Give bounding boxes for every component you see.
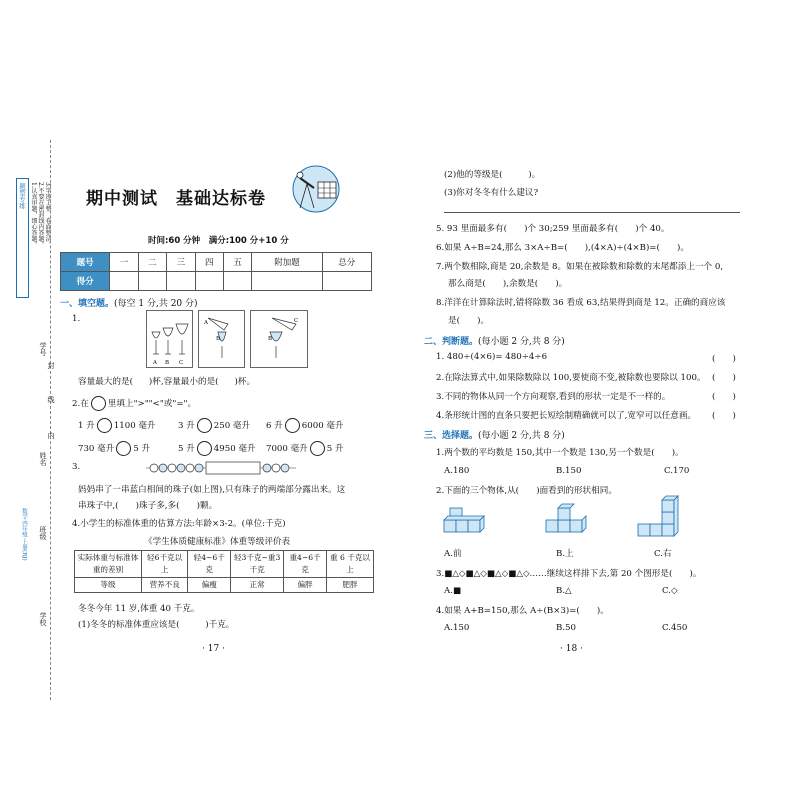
weight-table-cell: 轻4~6千克: [188, 551, 231, 578]
choice-option[interactable]: B.△: [556, 586, 572, 596]
question-4-sub1: (1)冬冬的标准体重应该是( )千克。: [78, 620, 235, 630]
field-class: 班级: [39, 526, 47, 540]
judge-item: 4.条形统计图的直条只要把长短绘制精确就可以了,宽窄可以任意画。: [436, 411, 697, 421]
question-1-text: 容量最大的是( )杯,容量最小的是( )杯。: [78, 377, 256, 387]
cubes-figure-2: [544, 500, 588, 538]
weight-table-title: 《学生体质健康标准》体重等级评价表: [144, 537, 291, 547]
weight-table-cell: 等级: [75, 578, 142, 593]
compare-circle[interactable]: [116, 441, 131, 456]
choice-question: 4.如果 A+B=150,那么 A÷(B×3)=( )。: [436, 606, 609, 616]
answer-line[interactable]: [444, 212, 740, 213]
compare-circle[interactable]: [197, 441, 212, 456]
score-cell[interactable]: [167, 272, 195, 291]
score-header-cell: 总分: [322, 253, 371, 272]
cup-label: B: [165, 360, 170, 366]
weight-table-cell: 肥胖: [327, 578, 374, 593]
compare-circle[interactable]: [285, 418, 300, 433]
score-cell[interactable]: [223, 272, 251, 291]
score-header-cell: 二: [138, 253, 166, 272]
beads-figure: [146, 461, 296, 475]
compare-circle[interactable]: [197, 418, 212, 433]
score-cell[interactable]: [322, 272, 371, 291]
score-cell[interactable]: [138, 272, 166, 291]
compare-pair: 730 毫升 5 升: [78, 441, 150, 456]
svg-text:B: B: [216, 336, 221, 342]
score-header-cell: 三: [167, 253, 195, 272]
cubes-figure-3: [636, 494, 680, 540]
choice-option[interactable]: A.150: [444, 623, 470, 633]
margin-box: [16, 178, 29, 298]
question-8-text: 是( )。: [448, 316, 490, 326]
time-line: 时间:60 分钟 满分:100 分+10 分: [148, 236, 289, 246]
judge-item: 2.在除法算式中,如果除数除以 100,要使商不变,被除数也要除以 100。: [436, 373, 706, 383]
section-choice: 三、选择题。(每小题 2 分,共 8 分): [424, 431, 565, 441]
score-header-cell: 一: [110, 253, 138, 272]
margin-note: 1.认真审题，细心答题。: [30, 182, 37, 248]
compare-pair: 5 升 4950 毫升: [178, 441, 256, 456]
question-7-text: 那么商是( ),余数是( )。: [448, 279, 568, 289]
section-fill-blank: 一、填空题。(每空 1 分,共 20 分): [60, 299, 198, 309]
choice-option[interactable]: B.50: [556, 623, 576, 633]
seal-char: 内: [47, 432, 55, 439]
page-number-right: · 18 ·: [560, 644, 583, 654]
score-header-cell: 四: [195, 253, 223, 272]
judge-item: 1. 480÷(4×6)= 480÷4÷6: [436, 352, 548, 362]
title-illustration: [288, 164, 344, 214]
choice-option[interactable]: C.450: [662, 623, 688, 633]
question-5-text: 5. 93 里面最多有( )个 30;259 里面最多有( )个 40。: [436, 224, 670, 234]
question-3-text: 妈妈串了一串蓝白相间的珠子(如上图),只有珠子的两端部分露出来。这: [78, 485, 346, 495]
question-number: 3.: [72, 462, 81, 472]
question-4-sub3: (3)你对冬冬有什么建议?: [444, 188, 539, 198]
question-3-text: 串珠子中,( )珠子多,多( )颗。: [78, 501, 218, 511]
section-judge: 二、判断题。(每小题 2 分,共 8 分): [424, 337, 565, 347]
question-number: 1.: [72, 314, 81, 324]
weight-table-cell: 轻3千克~重3千克: [231, 551, 284, 578]
svg-text:C: C: [294, 318, 299, 324]
choice-question: 2.下面的三个物体,从( )面看到的形状相同。: [436, 486, 617, 496]
margin-note: 3.字迹工整，卷面整洁。: [44, 182, 51, 248]
seal-char: 线: [47, 396, 55, 403]
question-6-text: 6.如果 A÷B=24,那么 3×A÷B=( ),(4×A)÷(4×B)=( )。: [436, 243, 689, 253]
judge-answer[interactable]: ( ): [712, 392, 736, 402]
weight-table-cell: 重 6 千克以上: [327, 551, 374, 578]
weight-table-cell: 正常: [231, 578, 284, 593]
score-header-cell: 题号: [61, 253, 110, 272]
field-student-id: 学号: [39, 342, 47, 356]
question-4-sub2: (2)他的等级是( )。: [444, 170, 541, 180]
question-8-text: 8.洋洋在计算除法时,错将除数 36 看成 63,结果得到商是 12。正确的商应该: [436, 298, 726, 308]
compare-circle[interactable]: [310, 441, 325, 456]
weight-table-cell: 偏胖: [284, 578, 327, 593]
seal-line: [50, 140, 51, 700]
left-margin: [14, 178, 51, 628]
cubes-figure-1: [442, 502, 486, 538]
svg-text:A: A: [204, 320, 208, 326]
weight-table-cell: 营养不良: [142, 578, 188, 593]
seal-char: 封: [47, 362, 55, 369]
margin-note: 2.不要在密封线内答题。: [37, 182, 44, 248]
score-cell[interactable]: [252, 272, 322, 291]
question-7-text: 7.两个数相除,商是 20,余数是 8。如果在被除数和除数的末尾都添上一个 0,: [436, 262, 724, 272]
weight-table-cell: 实际体重与标准体重的差别: [75, 551, 142, 578]
page-number-left: · 17 ·: [202, 644, 225, 654]
compare-pair: 6 升 6000 毫升: [266, 418, 344, 433]
cup-label: C: [179, 360, 184, 366]
score-row-label: 得分: [61, 272, 110, 291]
field-name: 姓名: [39, 452, 47, 466]
score-header-cell: 五: [223, 253, 251, 272]
score-cell[interactable]: [195, 272, 223, 291]
compare-circle[interactable]: [91, 396, 106, 411]
weight-table-cell: 重4~6千克: [284, 551, 327, 578]
book-label: 数学·四年级·上册(RJ): [21, 508, 27, 561]
judge-answer[interactable]: ( ): [712, 354, 736, 364]
choice-option[interactable]: B.上: [556, 549, 574, 559]
weight-table: [74, 550, 374, 593]
compare-pair: 3 升 250 毫升: [178, 418, 250, 433]
choice-option[interactable]: C.◇: [662, 586, 678, 596]
question-4-info: 冬冬今年 11 岁,体重 40 千克。: [78, 604, 200, 614]
field-school: 学校: [39, 612, 47, 626]
weight-table-cell: 偏瘦: [188, 578, 231, 593]
choice-option[interactable]: B.150: [556, 466, 582, 476]
cup-label: A: [153, 360, 157, 366]
cups-figure: [146, 310, 308, 368]
choice-option[interactable]: A.前: [444, 549, 462, 559]
score-cell[interactable]: [110, 272, 138, 291]
question-4-text: 4.小学生的标准体重的估算方法:年龄×3-2。(单位:千克): [72, 519, 286, 529]
choice-option[interactable]: A.■: [444, 586, 462, 596]
choice-option[interactable]: C.右: [654, 549, 672, 559]
exam-title: 期中测试 基础达标卷: [86, 189, 266, 209]
compare-pair: 1 升 1100 毫升: [78, 418, 156, 433]
choice-option[interactable]: A.180: [444, 466, 470, 476]
choice-question: 3.■△◇■△◇■△◇■△◇……继续这样排下去,第 20 个图形是( )。: [436, 569, 702, 579]
score-table: [60, 252, 372, 291]
margin-box-label: 题型专练: [18, 183, 26, 209]
choice-option[interactable]: C.170: [664, 466, 690, 476]
score-header-cell: 附加题: [252, 253, 322, 272]
judge-answer[interactable]: ( ): [712, 411, 736, 421]
compare-pair: 7000 毫升 5 升: [266, 441, 344, 456]
weight-table-cell: 轻6千克以上: [142, 551, 188, 578]
judge-answer[interactable]: ( ): [712, 373, 736, 383]
choice-question: 1.两个数的平均数是 150,其中一个数是 130,另一个数是( )。: [436, 448, 684, 458]
compare-circle[interactable]: [97, 418, 112, 433]
question-2-intro: 2.在 里填上">""<"或"="。: [72, 396, 196, 411]
judge-item: 3.不同的物体从同一个方向观察,看到的形状一定是不一样的。: [436, 392, 671, 402]
svg-text:B: B: [268, 336, 273, 342]
